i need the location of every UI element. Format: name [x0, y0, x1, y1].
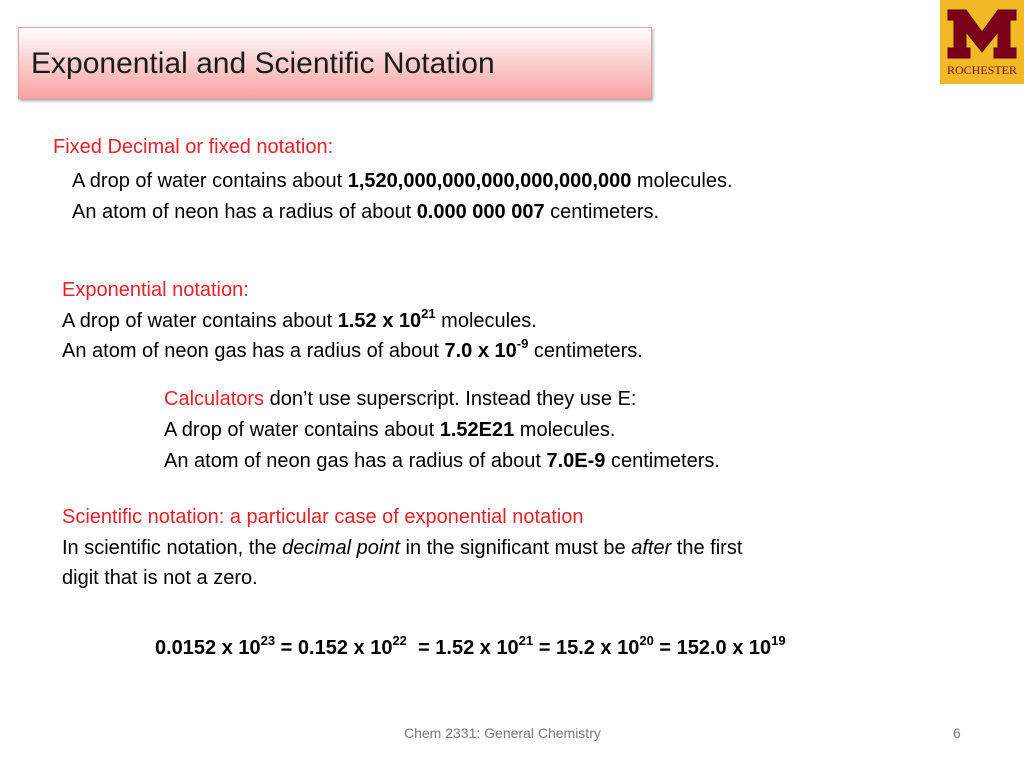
exp-neon-post: centimeters.: [528, 340, 643, 362]
eq-exp-1: 23: [260, 633, 276, 648]
fixed-water-pre: A drop of water contains about: [72, 170, 348, 192]
eq-term-4: = 15.2 x 10: [533, 637, 640, 659]
eq-term-2: = 0.152 x 10: [275, 637, 393, 659]
calculators-word: Calculators: [164, 388, 265, 410]
fixed-neon-pre: An atom of neon has a radius of about: [72, 201, 417, 223]
scientific-line-2: digit that is not a zero.: [62, 567, 258, 589]
calc-neon-post: centimeters.: [605, 450, 720, 472]
logo-wordmark: ROCHESTER: [946, 63, 1017, 77]
exp-water-exponent: 21: [421, 306, 436, 321]
exponential-water-line: [62, 306, 537, 333]
exp-water-pre: A drop of water contains about: [62, 310, 338, 332]
scientific-line-1: [62, 537, 742, 560]
fixed-neon-line: [72, 201, 659, 224]
calc-water-value: 1.52E21: [439, 419, 515, 441]
exponential-neon-line: [62, 336, 643, 363]
fixed-water-line: [72, 170, 733, 193]
scientific-heading: Scientific notation: a particular case of exponential notation: [62, 506, 584, 528]
eq-term-1: 0.0152 x 10: [155, 637, 261, 659]
fixed-water-value: 1,520,000,000,000,000,000,000: [347, 170, 632, 192]
university-logo: [940, 0, 1024, 84]
footer-course: Chem 2331: General Chemistry: [404, 725, 601, 741]
fixed-water-post: molecules.: [631, 170, 733, 192]
block-m-icon: [940, 0, 1024, 64]
fixed-neon-post: centimeters.: [544, 201, 660, 223]
eq-exp-3: 21: [518, 633, 534, 648]
page-number: 6: [953, 725, 961, 741]
notation-equation: [155, 633, 786, 660]
sci-after: after: [631, 537, 672, 559]
exp-water-base: 1.52 x 10: [337, 310, 422, 332]
calc-water-pre: A drop of water contains about: [164, 419, 440, 441]
calculators-water-line: [164, 419, 615, 442]
fixed-heading: Fixed Decimal or fixed notation:: [53, 136, 334, 158]
exp-neon-pre: An atom of neon gas has a radius of about: [62, 340, 445, 362]
slide-title: Exponential and Scientific Notation: [31, 47, 495, 80]
calc-neon-pre: An atom of neon gas has a radius of about: [164, 450, 547, 472]
exp-neon-base: 7.0 x 10: [444, 340, 517, 362]
title-banner: [18, 27, 652, 99]
eq-exp-5: 19: [771, 633, 786, 648]
sci-decimal-point: decimal point: [282, 537, 400, 559]
calc-water-post: molecules.: [514, 419, 616, 441]
calculators-rest: don’t use superscript. Instead they use E:: [264, 388, 637, 410]
fixed-neon-value: 0.000 000 007: [416, 201, 545, 223]
sci-l1-b: in the significant must be: [399, 537, 632, 559]
calc-neon-value: 7.0E-9: [546, 450, 606, 472]
eq-exp-2: 22: [392, 633, 407, 648]
exponential-heading: Exponential notation:: [62, 279, 249, 301]
sci-l1-a: In scientific notation, the: [62, 537, 283, 559]
sci-l1-c: the first: [671, 537, 743, 559]
exp-water-post: molecules.: [435, 310, 537, 332]
eq-term-5: = 152.0 x 10: [653, 637, 772, 659]
eq-exp-4: 20: [639, 633, 654, 648]
calculators-intro: [164, 388, 636, 411]
exp-neon-exponent: -9: [516, 336, 529, 351]
eq-term-3: = 1.52 x 10: [406, 637, 519, 659]
calculators-neon-line: [164, 450, 720, 473]
